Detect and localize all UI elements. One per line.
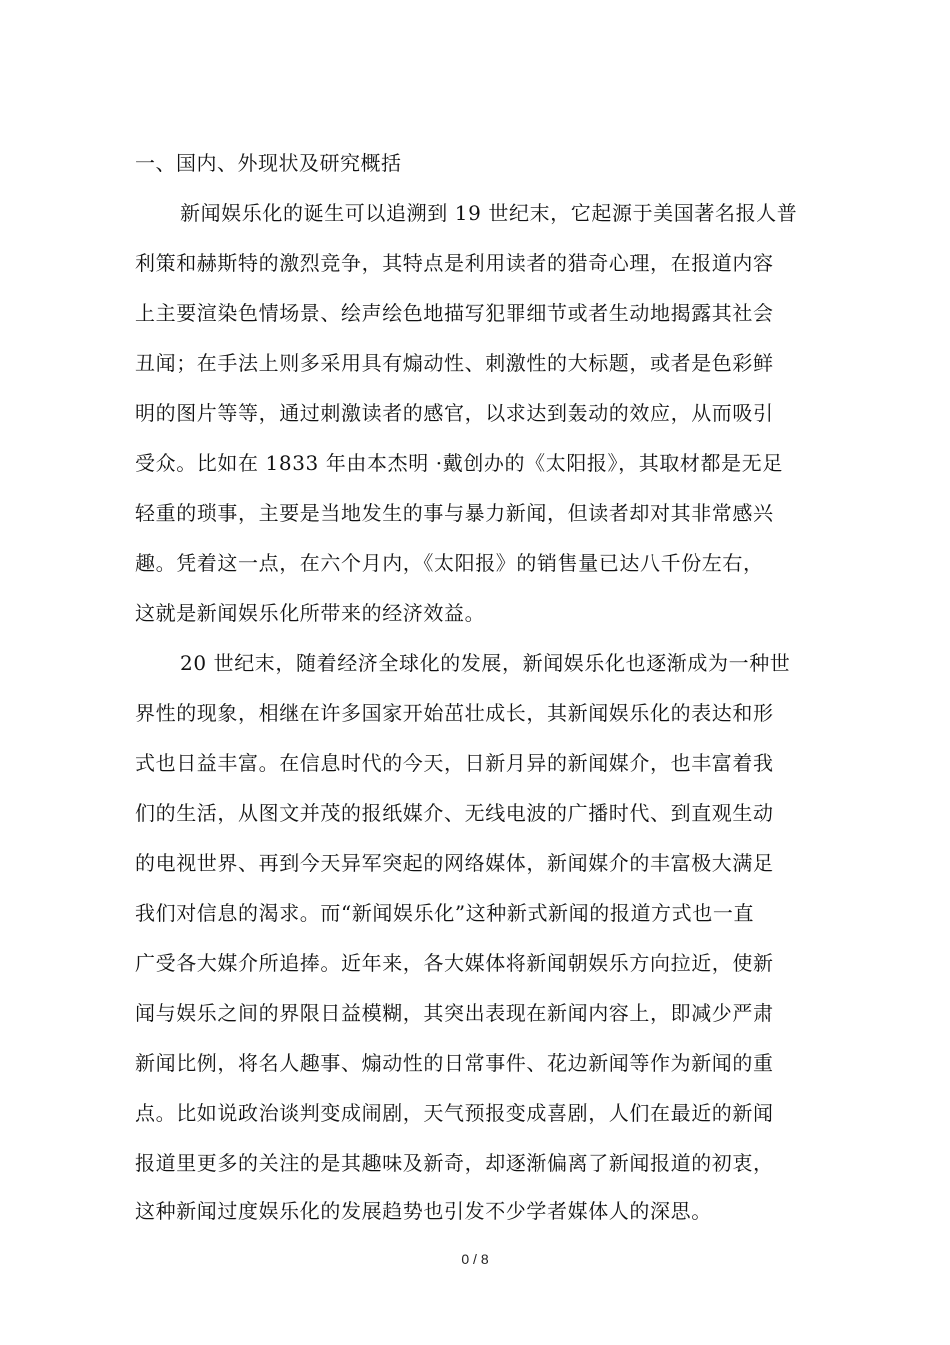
paragraph-2-line-2: 界性的现象，相继在许多国家开始茁壮成长，其新闻娱乐化的表达和形 [135, 701, 774, 725]
paragraph-2-line-6: 我们对信息的渴求。而“新闻娱乐化”这种新式新闻的报道方式也一直 [135, 901, 755, 925]
paragraph-2-line-10: 点。比如说政治谈判变成闹剧，天气预报变成喜剧，人们在最近的新闻 [135, 1101, 774, 1125]
paragraph-1-line-4: 丑闻；在手法上则多采用具有煽动性、刺激性的大标题，或者是色彩鲜 [135, 351, 774, 375]
paragraph-2-line-12: 这种新闻过度娱乐化的发展趋势也引发不少学者媒体人的深思。 [135, 1199, 712, 1223]
paragraph-2-line-9: 新闻比例，将名人趣事、煽动性的日常事件、花边新闻等作为新闻的重 [135, 1051, 774, 1075]
paragraph-2-line-7: 广受各大媒介所追捧。近年来，各大媒体将新闻朝娱乐方向拉近，使新 [135, 951, 774, 975]
paragraph-1-line-9: 这就是新闻娱乐化所带来的经济效益。 [135, 601, 486, 625]
paragraph-1-line-1: 新闻娱乐化的诞生可以追溯到 19 世纪末，它起源于美国著名报人普 [180, 201, 798, 225]
paragraph-2-line-3: 式也日益丰富。在信息时代的今天，日新月异的新闻媒介，也丰富着我 [135, 751, 774, 775]
paragraph-1-line-6: 受众。比如在 1833 年由本杰明 ·戴创办的《太阳报》，其取材都是无足 [135, 451, 783, 475]
paragraph-1-line-3: 上主要渲染色情场景、绘声绘色地描写犯罪细节或者生动地揭露其社会 [135, 301, 774, 325]
paragraph-2-line-1: 20 世纪末，随着经济全球化的发展，新闻娱乐化也逐渐成为一种世 [180, 651, 791, 675]
paragraph-1-line-2: 利策和赫斯特的激烈竞争，其特点是利用读者的猎奇心理，在报道内容 [135, 251, 774, 275]
paragraph-1-line-5: 明的图片等等，通过刺激读者的感官，以求达到轰动的效应，从而吸引 [135, 401, 774, 425]
paragraph-1-line-8: 趣。凭着这一点，在六个月内，《太阳报》的销售量已达八千份左右， [135, 551, 764, 575]
paragraph-2-line-8: 闻与娱乐之间的界限日益模糊，其突出表现在新闻内容上，即减少严肃 [135, 1001, 774, 1025]
paragraph-2-line-5: 的电视世界、再到今天异军突起的网络媒体，新闻媒介的丰富极大满足 [135, 851, 774, 875]
paragraph-2-line-11: 报道里更多的关注的是其趣味及新奇，却逐渐偏离了新闻报道的初衷， [135, 1151, 774, 1175]
paragraph-2-line-4: 们的生活，从图文并茂的报纸媒介、无线电波的广播时代、到直观生动 [135, 801, 774, 825]
paragraph-1-line-7: 轻重的琐事，主要是当地发生的事与暴力新闻，但读者却对其非常感兴 [135, 501, 774, 525]
page-number: 0 / 8 [461, 1251, 489, 1267]
section-heading: 一、国内、外现状及研究概括 [135, 151, 402, 175]
